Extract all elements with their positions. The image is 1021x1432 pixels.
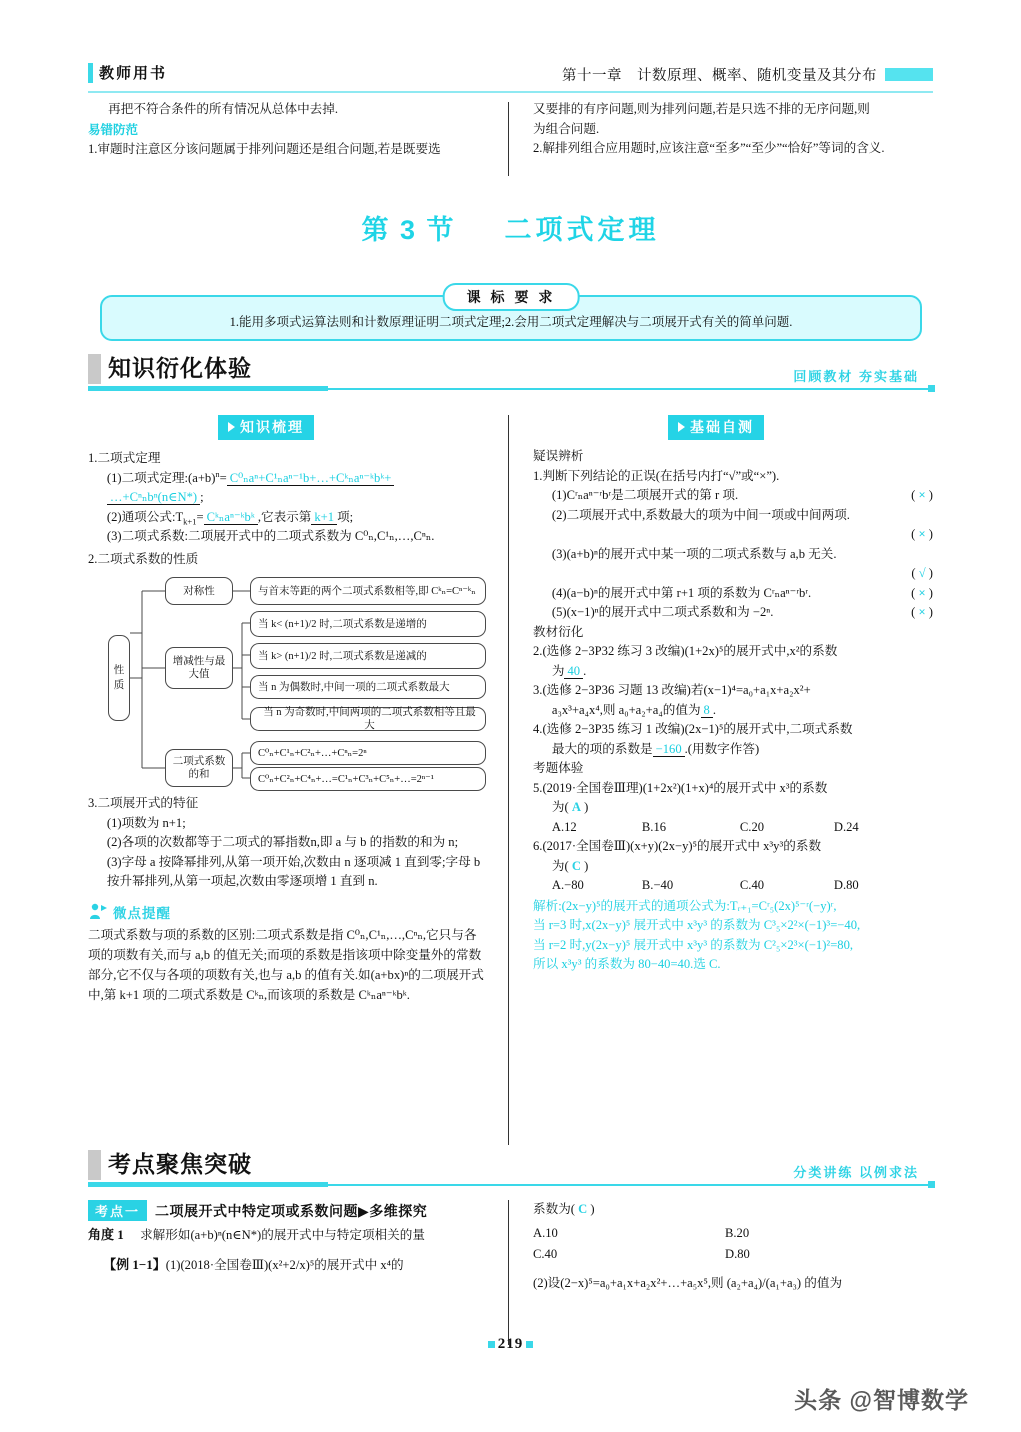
flow-item-sum-parity [250, 767, 486, 791]
k11-tail: ; [200, 490, 204, 504]
selftest-q5-line-1: 5.(2019·全国卷Ⅲ理)(1+2x²)(1+x)⁴的展开式中 x³的系数 [533, 780, 828, 795]
right-head-prefix: 系数为( [533, 1202, 575, 1216]
k12-middle: ,它表示第 [257, 509, 312, 524]
flow-root-properties [108, 635, 130, 721]
selftest-q5-options [533, 818, 933, 838]
k12-tail: 项; [337, 509, 354, 524]
selftest-q1: 1.判断下列结论的正误(在括号内打“√”或“×”). [533, 468, 780, 483]
example-line [88, 1255, 488, 1276]
selftest-q1-item-4 [533, 584, 933, 604]
selftest-q2-line-2 [533, 662, 933, 682]
selftest-q2-answer: 40 [564, 664, 583, 679]
flow-root-label: 性质 [113, 665, 125, 691]
micro-tip-title: 微点提醒 [113, 905, 171, 921]
main-two-columns [88, 415, 933, 1145]
k11-equals: = [219, 470, 227, 485]
band-underline-dot-icon-2 [928, 1181, 935, 1188]
selftest-q4-line-2 [533, 740, 933, 760]
flow-item-symmetry-1-text: 与首末等距的两个二项式系数相等,即 Cᵏₙ=Cⁿ⁻ᵏₙ [258, 585, 476, 597]
solution-line-2: 当 r=3 时,x(2x−y)⁵ 展开式中 x³y³ 的系数为 C³₅×2²×(−1)³=−40, [533, 918, 861, 932]
exam-point-title: 二项展开式中特定项或系数问题▶多维探究 [155, 1202, 428, 1219]
accent-bar-icon [88, 63, 93, 83]
micro-tip-body: 二项式系数与项的系数的区别:二项式系数是指 C⁰ₙ,C¹ₙ,…,Cⁿₙ,它只与各项的项数有关,而与 a,b 的值无关;而项的系数是指该项中除变量外的常数部分,它不仅与各项的项数有关,也与 a,b 的值有关.如(a+bx)ⁿ的二项展开式中,第 k+1 项的二项式系数是 Cᵏₙ,而该项的系数是 Cᵏₙaⁿ⁻ᵏbᵏ. [88, 927, 484, 1002]
micro-tip [88, 902, 488, 1005]
knowledge-heading-1: 1.二项式定理 [88, 451, 161, 465]
band-underline-thin [328, 388, 928, 390]
exam-point-divider [508, 1200, 509, 1345]
selftest-q1-item-3-text: (3)(a+b)ⁿ的展开式中某一项的二项式系数与 a,b 无关. [551, 546, 837, 561]
band-knowledge [88, 352, 933, 398]
selftest-q4-tail: .(用数字作答) [684, 741, 760, 756]
flow-item-even-n [250, 675, 486, 699]
right-head-line [533, 1200, 933, 1220]
flow-branch-coeff-sum [165, 749, 233, 787]
flow-item-increasing-text: 当 k< (n+1)/2 时,二项式系数是递增的 [258, 618, 427, 630]
selftest-q1-item-2-mark: ( × ) [911, 527, 933, 541]
option-c-2: C.40 [739, 878, 765, 892]
k12-answer-blank: Cᵏₙaⁿ⁻ᵏbᵏ [204, 510, 258, 525]
k11-prefix: (1)二项式定理:(a+b) [106, 470, 216, 485]
option-a: A.12 [551, 819, 577, 834]
flow-item-even-n-text: 当 n 为偶数时,中间一项的二项式系数最大 [258, 681, 450, 693]
exam-point-right [533, 1200, 933, 1293]
flow-branch-symmetry [165, 577, 233, 605]
band-knowledge-title: 知识衍化体验 [108, 355, 252, 381]
k11-exponent: n [215, 468, 220, 479]
mark-glyph-2: × [918, 527, 926, 541]
selftest-q3-line-2 [533, 701, 933, 721]
pill-self-test [668, 415, 764, 440]
selftest-q1-item-3-mark: ( √ ) [911, 566, 933, 580]
selftest-q6-prefix: 为( [551, 858, 569, 873]
selftest-q1-item-1 [533, 486, 933, 506]
right-options-row-1 [533, 1224, 933, 1244]
selftest-q2-line-1: 2.(选修 2−3P32 练习 3 改编)(1+2x)⁵的展开式中,x²的系数 [533, 644, 838, 658]
flow-branch-monotonicity-label: 增减性与最大值 [172, 656, 226, 680]
band-exam-focus [88, 1148, 933, 1194]
running-head-right [562, 64, 933, 85]
selftest-q6-line-2 [533, 857, 933, 877]
right-question-2: (2)设(2−x)⁵=a₀+a₁x+a₂x²+…+a₅x⁵,则 (a₂+a₄)/(a₁+a₃) 的值为 [533, 1275, 843, 1290]
selftest-q1-item-5-text: (5)(x−1)ⁿ的展开式中二项式系数和为 −2ⁿ. [551, 605, 774, 619]
right-options-row-2 [533, 1245, 933, 1265]
selftest-q5-line-2 [533, 798, 933, 818]
right-head-answer: C [578, 1202, 588, 1216]
play-triangle-icon [228, 422, 235, 432]
carryover-line: 再把不符合条件的所有情况从总体中去掉. [108, 102, 338, 116]
selftest-q1-item-1-text: (1)Cʳₙaⁿ⁻ʳbʳ是二项展开式的第 r 项. [551, 488, 739, 502]
knowledge-column [88, 415, 488, 1005]
selftest-q1-item-2-text: (2)二项展开式中,系数最大的项为中间一项或中间两项. [551, 507, 850, 522]
option-b-2: B.−40 [641, 878, 674, 892]
selftest-q3-tail: . [712, 702, 716, 717]
selftest-q4-prefix: 最大的项的系数是 [551, 741, 653, 756]
exam-point-header [88, 1200, 488, 1221]
exam-point-block [88, 1200, 933, 1350]
selftest-q5-tail: ) [584, 800, 589, 814]
carryover-right-line-2: 为组合问题. [533, 121, 600, 136]
selftest-q6-tail: ) [584, 858, 589, 873]
solution-line-3: 当 r=2 时,y(2x−y)⁵ 展开式中 x³y³ 的系数为 C²₅×2³×(−1)²=80, [533, 937, 854, 952]
flow-branch-monotonicity [165, 647, 233, 689]
option-a-2: A.−80 [551, 878, 584, 892]
selftest-q1-item-4-mark: ( × ) [911, 585, 933, 600]
band-exam-focus-subtitle: 分类讲练 以例求法 [793, 1165, 919, 1180]
section-number: 第 3 节 [361, 215, 456, 245]
solution-line-1: 解析:(2x−y)⁵的展开式的通项公式为:Tᵣ₊₁=Cʳ₅(2x)⁵⁻ʳ(−y)ʳ, [533, 898, 837, 913]
knowledge-item-1-2 [88, 508, 488, 528]
micro-tip-header [88, 902, 488, 922]
running-head-left [88, 62, 167, 83]
right-option-c: C.40 [533, 1247, 558, 1261]
band-knowledge-subtitle: 回顾教材 夯实基础 [793, 369, 919, 384]
knowledge-heading-2: 2.二项式系数的性质 [88, 551, 199, 566]
flow-item-sum-all [250, 741, 486, 765]
selftest-q2-prefix: 为 [551, 663, 565, 678]
selftest-q2-tail: . [583, 663, 587, 678]
angle-label: 角度 1 [88, 1227, 124, 1242]
carryover-columns [88, 100, 933, 180]
pill-knowledge-review [218, 415, 314, 440]
knowledge-item-1-1-cont [88, 488, 488, 508]
selftest-column [533, 415, 933, 975]
band-underline-thick [88, 386, 328, 391]
knowledge-pill-row [88, 415, 488, 447]
selftest-pill-row [533, 415, 933, 447]
selftest-heading-2: 教材衍化 [533, 624, 584, 639]
option-d: D.24 [833, 819, 859, 834]
knowledge-item-3-1: (1)项数为 n+1; [106, 815, 186, 830]
carryover-right-line-1: 又要排的有序问题,则为排列问题,若是只选不排的无序问题,则 [533, 102, 870, 116]
selftest-heading-1: 疑误辨析 [533, 449, 584, 463]
selftest-q1-item-1-mark: ( × ) [911, 488, 933, 502]
flow-item-odd-n [250, 707, 486, 731]
selftest-q1-item-5 [533, 603, 933, 623]
lightbulb-person-icon [88, 903, 108, 920]
page-number-square-right-icon [526, 1341, 533, 1348]
angle-line [88, 1225, 488, 1246]
flow-item-symmetry-1 [250, 577, 486, 605]
selftest-q4-answer: −160 [653, 742, 685, 757]
pitfall-item-2: 2.解排列组合应用题时,应该注意“至多”“至少”“恰好”等词的含义. [533, 141, 885, 155]
selftest-q6-options [533, 876, 933, 896]
band-block-icon-2 [88, 1150, 101, 1180]
example-label: 【例 1−1】 [103, 1256, 166, 1272]
chapter-chip-icon [885, 68, 933, 81]
k11-answer-blank-b: …+Cⁿₙbⁿ(n∈N*) [107, 490, 200, 505]
band-underline-dot-icon [928, 385, 935, 392]
section-title [0, 208, 1021, 247]
selftest-q4-line-1: 4.(选修 2−3P35 练习 1 改编)(2x−1)⁵的展开式中,二项式系数 [533, 722, 853, 736]
selftest-q3-answer: 8 [701, 703, 713, 718]
knowledge-item-3-2: (2)各项的次数都等于二项式的幂指数n,即 a 与 b 的指数的和为 n; [106, 835, 459, 849]
standards-tab-label: 课 标 要 求 [443, 283, 580, 311]
band-block-icon [88, 354, 101, 384]
k12-answer-blank-2: k+1 [311, 510, 337, 525]
mark-glyph: × [918, 488, 926, 502]
selftest-q3-line-1: 3.(选修 2−3P36 习题 13 改编)若(x−1)⁴=a₀+a₁x+a₂x²+ [533, 683, 811, 697]
knowledge-item-1-1 [88, 469, 488, 489]
band-underline-thick-2 [88, 1182, 328, 1187]
main-column-divider [508, 415, 509, 1145]
mark-glyph-3: √ [918, 566, 926, 580]
solution-line-4: 所以 x³y³ 的系数为 80−40=40.选 C. [533, 957, 721, 971]
knowledge-heading-3: 3.二项展开式的特征 [88, 796, 199, 810]
selftest-q1-item-5-mark: ( × ) [911, 605, 933, 619]
page-number-square-left-icon [488, 1341, 495, 1348]
flow-branch-symmetry-label: 对称性 [183, 585, 215, 597]
carryover-left-column [88, 100, 488, 159]
selftest-q6-answer: C [571, 858, 581, 873]
selftest-q1-item-4-text: (4)(a−b)ⁿ的展开式中第 r+1 项的系数为 Cʳₙaⁿ⁻ʳbʳ. [551, 585, 812, 600]
properties-flowchart [90, 573, 488, 788]
column-divider [508, 102, 509, 176]
flow-item-increasing [250, 611, 486, 637]
k12-subscript: k+1 [183, 516, 197, 527]
flow-item-sum-parity-text: C⁰ₙ+C²ₙ+C⁴ₙ+…=C¹ₙ+C³ₙ+C⁵ₙ+…=2ⁿ⁻¹ [258, 773, 434, 785]
band-exam-focus-title: 考点聚焦突破 [108, 1151, 252, 1177]
right-option-d: D.80 [725, 1247, 750, 1261]
example-text: (1)(2018·全国卷Ⅲ)(x²+2/x)⁵的展开式中 x⁴的 [165, 1257, 404, 1272]
selftest-heading-3: 考题体验 [533, 761, 584, 775]
flow-item-decreasing-text: 当 k> (n+1)/2 时,二项式系数是递减的 [258, 650, 427, 662]
option-b: B.16 [641, 819, 667, 834]
book-label: 教师用书 [99, 65, 168, 82]
option-c: C.20 [739, 819, 765, 834]
band-underline-thin-2 [328, 1184, 928, 1186]
flow-item-sum-all-text: C⁰ₙ+C¹ₙ+C²ₙ+…+Cⁿₙ=2ⁿ [258, 747, 367, 759]
carryover-right-column [533, 100, 933, 159]
selftest-q6-line-1: 6.(2017·全国卷Ⅲ)(x+y)(2x−y)⁵的展开式中 x³y³的系数 [533, 839, 822, 853]
selftest-q1-item-3 [533, 545, 933, 565]
mark-glyph-5: × [918, 605, 926, 619]
play-triangle-icon-2 [678, 422, 685, 432]
right-head-tail: ) [590, 1202, 595, 1216]
angle-text: 求解形如(a+b)ⁿ(n∈N*)的展开式中与特定项相关的量 [140, 1228, 425, 1242]
right-option-b: B.20 [725, 1225, 750, 1240]
selftest-q1-item-2 [533, 506, 933, 526]
flow-item-decreasing [250, 643, 486, 669]
chapter-label: 第十一章 计数原理、概率、随机变量及其分布 [562, 68, 877, 84]
pitfall-item-1: 1.审题时注意区分该问题属于排列问题还是组合问题,若是既要选 [88, 141, 441, 156]
knowledge-item-3-3: (3)字母 a 按降幂排列,从第一项开始,次数由 n 逐项减 1 直到零;字母 b 按升幂排列,从第一项起,次数由零逐项增 1 直到 n. [106, 854, 481, 888]
option-d-2: D.80 [833, 878, 859, 892]
pill-self-test-label: 基础自测 [690, 419, 754, 435]
exam-point-badge: 考点一 [88, 1200, 147, 1221]
selftest-q3-prefix: a₃x³+a₄x⁴,则 a₀+a₂+a₄的值为 [551, 702, 701, 717]
pitfall-heading: 易错防范 [88, 122, 139, 137]
page-number-value: 219 [497, 1336, 524, 1352]
flow-branch-coeff-sum-label: 二项式系数的和 [172, 756, 226, 780]
selftest-q5-prefix: 为( [551, 800, 569, 814]
running-head-rule [88, 91, 933, 93]
standards-text: 1.能用多项式运算法则和计数原理证明二项式定理;2.会用二项式定理解决与二项展开式有关的简单问题. [100, 295, 922, 341]
mark-glyph-4: × [918, 585, 926, 600]
pill-knowledge-label: 知识梳理 [240, 419, 304, 435]
right-option-a: A.10 [533, 1225, 558, 1240]
k12-prefix: (2)通项公式:T [106, 509, 184, 524]
selftest-q5-answer: A [571, 800, 581, 814]
page-number [0, 1336, 1021, 1353]
section-name: 二项式定理 [504, 215, 660, 245]
running-head [88, 62, 933, 96]
k12-equals: = [196, 509, 204, 524]
k11-answer-blank-a: C⁰ₙaⁿ+C¹ₙaⁿ⁻¹b+…+Cᵏₙaⁿ⁻ᵏbᵏ+ [227, 471, 395, 486]
flow-item-odd-n-text: 当 n 为奇数时,中间两项的二项式系数相等且最大 [263, 707, 476, 731]
knowledge-item-1-3: (3)二项式系数:二项展开式中的二项式系数为 C⁰ₙ,C¹ₙ,…,Cⁿₙ. [106, 529, 435, 543]
watermark: 头条 @智博数学 [794, 1387, 969, 1413]
exam-point-left [88, 1200, 488, 1275]
